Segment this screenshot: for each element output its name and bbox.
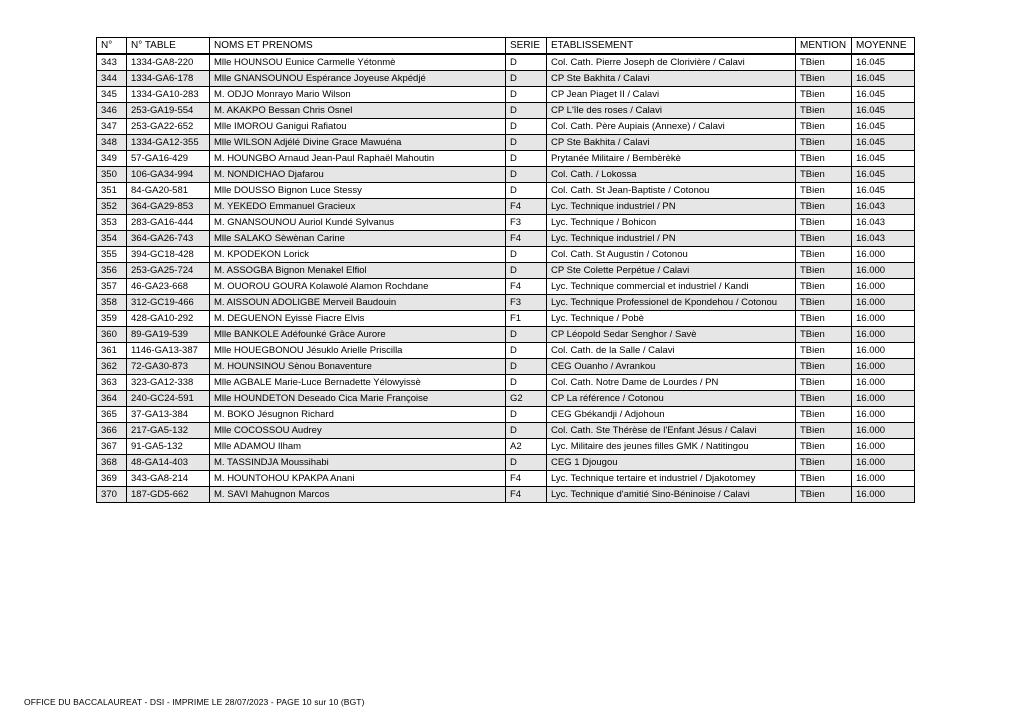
average-cell: 16.043 [852, 231, 915, 247]
table-number-cell: 1334-GA10-283 [127, 87, 210, 103]
header-mention: MENTION [796, 38, 852, 55]
table-number-cell: 91-GA5-132 [127, 439, 210, 455]
school-cell: Lyc. Militaire des jeunes filles GMK / Natitingou [547, 439, 796, 455]
table-number-cell: 428-GA10-292 [127, 311, 210, 327]
table-number-cell: 217-GA5-132 [127, 423, 210, 439]
table-number-cell: 240-GC24-591 [127, 391, 210, 407]
table-row [97, 87, 915, 103]
mention-cell: TBien [796, 311, 852, 327]
mention-cell: TBien [796, 151, 852, 167]
table-number-cell: 312-GC19-466 [127, 295, 210, 311]
mention-cell: TBien [796, 359, 852, 375]
name-cell: M. OUOROU GOURA Kolawolé Alamon Rochdane [210, 279, 506, 295]
name-cell: M. ASSOGBA Bignon Menakel Elfiol [210, 263, 506, 279]
school-cell: CP Ste Bakhita / Calavi [547, 135, 796, 151]
table-number-cell: 106-GA34-994 [127, 167, 210, 183]
average-cell: 16.045 [852, 71, 915, 87]
school-cell: CP Jean Piaget II / Calavi [547, 87, 796, 103]
mention-cell: TBien [796, 423, 852, 439]
series-cell: D [506, 263, 547, 279]
series-cell: D [506, 247, 547, 263]
name-cell: Mlle COCOSSOU Audrey [210, 423, 506, 439]
header-row [97, 38, 915, 55]
series-cell: F3 [506, 295, 547, 311]
row-number-cell: 353 [97, 215, 127, 231]
table-number-cell: 72-GA30-873 [127, 359, 210, 375]
table-row [97, 455, 915, 471]
table-body [97, 54, 915, 503]
row-number-cell: 354 [97, 231, 127, 247]
header-average: MOYENNE [852, 38, 915, 55]
row-number-cell: 348 [97, 135, 127, 151]
table-number-cell: 46-GA23-668 [127, 279, 210, 295]
name-cell: Mlle ADAMOU Ilham [210, 439, 506, 455]
mention-cell: TBien [796, 54, 852, 71]
average-cell: 16.000 [852, 311, 915, 327]
mention-cell: TBien [796, 455, 852, 471]
table-row [97, 215, 915, 231]
name-cell: M. KPODEKON Lorick [210, 247, 506, 263]
series-cell: D [506, 343, 547, 359]
row-number-cell: 359 [97, 311, 127, 327]
table-row [97, 135, 915, 151]
series-cell: D [506, 103, 547, 119]
average-cell: 16.000 [852, 327, 915, 343]
average-cell: 16.000 [852, 391, 915, 407]
table-number-cell: 1334-GA6-178 [127, 71, 210, 87]
series-cell: D [506, 54, 547, 71]
name-cell: M. YEKEDO Emmanuel Gracieux [210, 199, 506, 215]
average-cell: 16.045 [852, 54, 915, 71]
table-row [97, 343, 915, 359]
school-cell: Lyc. Technique / Pobè [547, 311, 796, 327]
average-cell: 16.045 [852, 183, 915, 199]
mention-cell: TBien [796, 439, 852, 455]
row-number-cell: 356 [97, 263, 127, 279]
mention-cell: TBien [796, 471, 852, 487]
series-cell: D [506, 151, 547, 167]
row-number-cell: 349 [97, 151, 127, 167]
name-cell: Mlle IMOROU Ganigui Rafiatou [210, 119, 506, 135]
school-cell: Col. Cath. Père Aupiais (Annexe) / Calavi [547, 119, 796, 135]
school-cell: Col. Cath. Pierre Joseph de Clorivière / Calavi [547, 54, 796, 71]
table-row [97, 231, 915, 247]
name-cell: M. TASSINDJA Moussihabi [210, 455, 506, 471]
series-cell: F4 [506, 231, 547, 247]
row-number-cell: 360 [97, 327, 127, 343]
header-names: NOMS ET PRENOMS [210, 38, 506, 55]
school-cell: Col. Cath. Ste Thérèse de l'Enfant Jésus / Calavi [547, 423, 796, 439]
row-number-cell: 345 [97, 87, 127, 103]
table-number-cell: 343-GA8-214 [127, 471, 210, 487]
name-cell: M. AKAKPO Bessan Chris Osnel [210, 103, 506, 119]
table-row [97, 167, 915, 183]
table-row [97, 487, 915, 503]
average-cell: 16.045 [852, 135, 915, 151]
header-series: SERIE [506, 38, 547, 55]
table-row [97, 391, 915, 407]
table-number-cell: 89-GA19-539 [127, 327, 210, 343]
table-number-cell: 253-GA22-652 [127, 119, 210, 135]
average-cell: 16.043 [852, 215, 915, 231]
name-cell: M. HOUNGBO Arnaud Jean-Paul Raphaël Mahoutin [210, 151, 506, 167]
average-cell: 16.000 [852, 247, 915, 263]
table-row [97, 327, 915, 343]
school-cell: CEG 1 Djougou [547, 455, 796, 471]
mention-cell: TBien [796, 375, 852, 391]
school-cell: Lyc. Technique commercial et industriel / Kandi [547, 279, 796, 295]
school-cell: CP Ste Bakhita / Calavi [547, 71, 796, 87]
table-number-cell: 57-GA16-429 [127, 151, 210, 167]
average-cell: 16.045 [852, 103, 915, 119]
school-cell: CEG Gbékandji / Adjohoun [547, 407, 796, 423]
row-number-cell: 369 [97, 471, 127, 487]
header-number: N° [97, 38, 127, 55]
school-cell: CP L'île des roses / Calavi [547, 103, 796, 119]
table-row [97, 279, 915, 295]
mention-cell: TBien [796, 407, 852, 423]
row-number-cell: 363 [97, 375, 127, 391]
table-row [97, 54, 915, 71]
series-cell: F4 [506, 199, 547, 215]
series-cell: D [506, 327, 547, 343]
school-cell: CP Léopold Sedar Senghor / Savè [547, 327, 796, 343]
series-cell: G2 [506, 391, 547, 407]
mention-cell: TBien [796, 199, 852, 215]
school-cell: Lyc. Technique industriel / PN [547, 231, 796, 247]
school-cell: Col. Cath. de la Salle / Calavi [547, 343, 796, 359]
mention-cell: TBien [796, 247, 852, 263]
mention-cell: TBien [796, 343, 852, 359]
table-number-cell: 253-GA19-554 [127, 103, 210, 119]
mention-cell: TBien [796, 135, 852, 151]
school-cell: Prytanée Militaire / Bembèrèkè [547, 151, 796, 167]
results-table [96, 37, 915, 503]
series-cell: D [506, 359, 547, 375]
school-cell: Lyc. Technique tertaire et industriel / Djakotomey [547, 471, 796, 487]
row-number-cell: 352 [97, 199, 127, 215]
school-cell: Lyc. Technique industriel / PN [547, 199, 796, 215]
mention-cell: TBien [796, 295, 852, 311]
name-cell: Mlle HOUEGBONOU Jésuklo Arielle Priscilla [210, 343, 506, 359]
mention-cell: TBien [796, 119, 852, 135]
table-row [97, 263, 915, 279]
table-row [97, 151, 915, 167]
mention-cell: TBien [796, 279, 852, 295]
series-cell: D [506, 135, 547, 151]
average-cell: 16.045 [852, 167, 915, 183]
table-number-cell: 48-GA14-403 [127, 455, 210, 471]
name-cell: Mlle BANKOLE Adéfounké Grâce Aurore [210, 327, 506, 343]
mention-cell: TBien [796, 103, 852, 119]
series-cell: F3 [506, 215, 547, 231]
school-cell: Lyc. Technique / Bohicon [547, 215, 796, 231]
name-cell: M. ODJO Monrayo Mario Wilson [210, 87, 506, 103]
school-cell: Lyc. Technique Professionel de Kpondehou / Cotonou [547, 295, 796, 311]
name-cell: Mlle DOUSSO Bignon Luce Stessy [210, 183, 506, 199]
average-cell: 16.000 [852, 487, 915, 503]
row-number-cell: 346 [97, 103, 127, 119]
average-cell: 16.000 [852, 279, 915, 295]
name-cell: M. DEGUENON Eyissè Fiacre Elvis [210, 311, 506, 327]
table-row [97, 375, 915, 391]
series-cell: F4 [506, 279, 547, 295]
table-row [97, 471, 915, 487]
series-cell: D [506, 87, 547, 103]
name-cell: Mlle SALAKO Sèwènan Carine [210, 231, 506, 247]
series-cell: F1 [506, 311, 547, 327]
average-cell: 16.045 [852, 151, 915, 167]
table-number-cell: 323-GA12-338 [127, 375, 210, 391]
mention-cell: TBien [796, 327, 852, 343]
school-cell: CP Ste Colette Perpétue / Calavi [547, 263, 796, 279]
name-cell: Mlle HOUNDETON Deseado Cica Marie Françoise [210, 391, 506, 407]
series-cell: D [506, 407, 547, 423]
series-cell: D [506, 71, 547, 87]
row-number-cell: 358 [97, 295, 127, 311]
mention-cell: TBien [796, 71, 852, 87]
table-row [97, 247, 915, 263]
row-number-cell: 366 [97, 423, 127, 439]
table-row [97, 183, 915, 199]
table-row [97, 439, 915, 455]
mention-cell: TBien [796, 263, 852, 279]
row-number-cell: 370 [97, 487, 127, 503]
header-table-number: N° TABLE [127, 38, 210, 55]
name-cell: M. AISSOUN ADOLIGBE Merveil Baudouin [210, 295, 506, 311]
table-number-cell: 253-GA25-724 [127, 263, 210, 279]
average-cell: 16.000 [852, 343, 915, 359]
mention-cell: TBien [796, 487, 852, 503]
row-number-cell: 367 [97, 439, 127, 455]
name-cell: M. HOUNTOHOU KPAKPA Anani [210, 471, 506, 487]
series-cell: F4 [506, 487, 547, 503]
table-number-cell: 1334-GA8-220 [127, 54, 210, 71]
table-number-cell: 364-GA26-743 [127, 231, 210, 247]
header-school: ETABLISSEMENT [547, 38, 796, 55]
mention-cell: TBien [796, 215, 852, 231]
row-number-cell: 365 [97, 407, 127, 423]
table-row [97, 199, 915, 215]
series-cell: D [506, 423, 547, 439]
row-number-cell: 350 [97, 167, 127, 183]
school-cell: Col. Cath. / Lokossa [547, 167, 796, 183]
name-cell: Mlle AGBALE Marie-Luce Bernadette Yélowyissè [210, 375, 506, 391]
mention-cell: TBien [796, 87, 852, 103]
row-number-cell: 364 [97, 391, 127, 407]
table-row [97, 119, 915, 135]
row-number-cell: 362 [97, 359, 127, 375]
school-cell: CP La référence / Cotonou [547, 391, 796, 407]
table-row [97, 311, 915, 327]
row-number-cell: 361 [97, 343, 127, 359]
name-cell: Mlle HOUNSOU Eunice Carmelle Yétonmè [210, 54, 506, 71]
table-number-cell: 37-GA13-384 [127, 407, 210, 423]
average-cell: 16.000 [852, 407, 915, 423]
name-cell: M. SAVI Mahugnon Marcos [210, 487, 506, 503]
name-cell: Mlle GNANSOUNOU Espérance Joyeuse Akpédjé [210, 71, 506, 87]
table-row [97, 359, 915, 375]
series-cell: D [506, 455, 547, 471]
school-cell: Col. Cath. St Augustin / Cotonou [547, 247, 796, 263]
row-number-cell: 355 [97, 247, 127, 263]
series-cell: D [506, 183, 547, 199]
table-number-cell: 283-GA16-444 [127, 215, 210, 231]
row-number-cell: 343 [97, 54, 127, 71]
table-number-cell: 84-GA20-581 [127, 183, 210, 199]
name-cell: M. GNANSOUNOU Auriol Kundé Sylvanus [210, 215, 506, 231]
table-number-cell: 394-GC18-428 [127, 247, 210, 263]
series-cell: F4 [506, 471, 547, 487]
table-row [97, 423, 915, 439]
average-cell: 16.000 [852, 359, 915, 375]
table-row [97, 407, 915, 423]
table-number-cell: 187-GD5-662 [127, 487, 210, 503]
school-cell: Col. Cath. Notre Dame de Lourdes / PN [547, 375, 796, 391]
name-cell: M. NONDICHAO Djafarou [210, 167, 506, 183]
row-number-cell: 347 [97, 119, 127, 135]
mention-cell: TBien [796, 391, 852, 407]
average-cell: 16.000 [852, 295, 915, 311]
row-number-cell: 344 [97, 71, 127, 87]
school-cell: CEG Ouanho / Avrankou [547, 359, 796, 375]
table-header [97, 38, 915, 55]
school-cell: Lyc. Technique d'amitié Sino-Béninoise / Calavi [547, 487, 796, 503]
average-cell: 16.000 [852, 439, 915, 455]
table-number-cell: 1146-GA13-387 [127, 343, 210, 359]
mention-cell: TBien [796, 183, 852, 199]
school-cell: Col. Cath. St Jean-Baptiste / Cotonou [547, 183, 796, 199]
table-row [97, 103, 915, 119]
mention-cell: TBien [796, 231, 852, 247]
average-cell: 16.000 [852, 455, 915, 471]
series-cell: A2 [506, 439, 547, 455]
average-cell: 16.000 [852, 263, 915, 279]
row-number-cell: 357 [97, 279, 127, 295]
row-number-cell: 351 [97, 183, 127, 199]
table-number-cell: 1334-GA12-355 [127, 135, 210, 151]
average-cell: 16.045 [852, 119, 915, 135]
table-row [97, 71, 915, 87]
name-cell: M. BOKO Jésugnon Richard [210, 407, 506, 423]
table-number-cell: 364-GA29-853 [127, 199, 210, 215]
name-cell: M. HOUNSINOU Sènou Bonaventure [210, 359, 506, 375]
series-cell: D [506, 375, 547, 391]
mention-cell: TBien [796, 167, 852, 183]
series-cell: D [506, 167, 547, 183]
series-cell: D [506, 119, 547, 135]
page-footer: OFFICE DU BACCALAUREAT - DSI - IMPRIME LE 28/07/2023 - PAGE 10 sur 10 (BGT) [24, 697, 365, 707]
table-row [97, 295, 915, 311]
average-cell: 16.000 [852, 375, 915, 391]
average-cell: 16.000 [852, 423, 915, 439]
row-number-cell: 368 [97, 455, 127, 471]
average-cell: 16.043 [852, 199, 915, 215]
average-cell: 16.045 [852, 87, 915, 103]
average-cell: 16.000 [852, 471, 915, 487]
name-cell: Mlle WILSON Adjélé Divine Grace Mawuéna [210, 135, 506, 151]
